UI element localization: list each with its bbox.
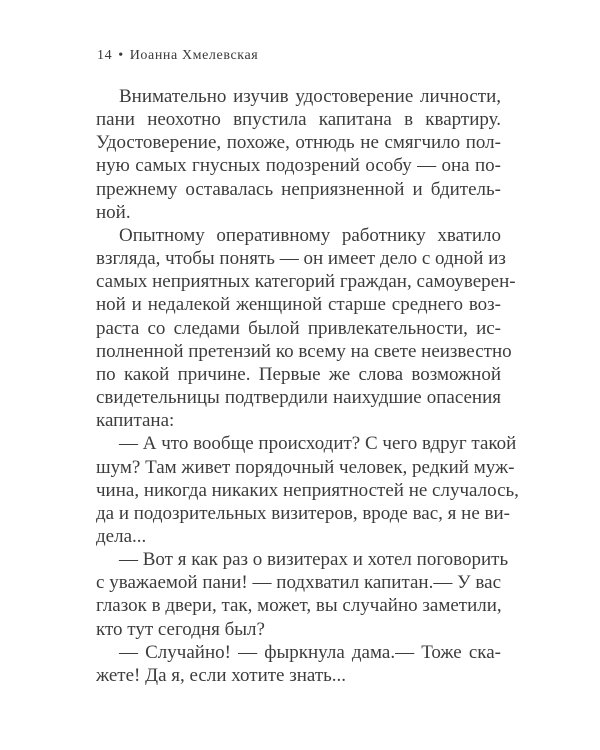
text-line: взгляда, чтобы понять — он имеет дело с одной из [96, 248, 506, 270]
text-line: ной и недалекой женщиной старше среднего воз- [96, 294, 501, 316]
text-line: Удостоверение, похоже, отнюдь не смягчило пол- [96, 132, 501, 154]
text-line: — А что вообще происходит? С чего вдруг такой [119, 433, 517, 455]
text-line: жете! Да я, если хотите знать... [96, 664, 347, 686]
text-line: раста со следами былой привлекательности, ис- [96, 317, 501, 339]
running-header [97, 48, 258, 64]
text-line: Внимательно изучив удостоверение личности, [119, 86, 501, 107]
text-line: ной. [96, 201, 131, 223]
text-line: самых неприятных категорий граждан, самоуверен- [96, 271, 516, 293]
text-line: шум? Там живет порядочный человек, редкий муж- [96, 456, 515, 478]
text-line: — Случайно! — фыркнула дама.— Тоже ска- [119, 641, 501, 663]
text-line: пани неохотно впустила капитана в квартиру. [96, 109, 501, 131]
page-number: 14 [97, 48, 113, 63]
text-line: по какой причине. Первые же слова возможной [96, 363, 501, 385]
text-line: да и подозрительных визитеров, вроде вас, я не ви- [96, 502, 510, 524]
text-line: полненной претензий ко всему на свете неизвестно [96, 340, 512, 362]
text-line: прежнему оставалась неприязненной и бдитель- [96, 178, 501, 200]
text-line: капитана: [96, 410, 175, 432]
text-line: ную самых гнусных подозрений особу — она по- [96, 155, 501, 177]
text-line: глазок в двери, так, может, вы случайно заметили, [96, 595, 502, 617]
body-text [96, 85, 519, 687]
text-line: свидетельницы подтвердили наихудшие опасения [96, 387, 501, 409]
separator: • [118, 48, 124, 63]
text-line: чина, никогда никаких неприятностей не случалось, [96, 479, 519, 501]
text-line: дела... [96, 525, 147, 547]
text-line: Опытному оперативному работнику хватило [119, 224, 501, 246]
author-name: Иоанна Хмелевская [129, 48, 259, 63]
text-line: кто тут сегодня был? [96, 618, 265, 640]
text-line: с уважаемой пани! — подхватил капитан.— У вас [96, 572, 501, 594]
text-line: — Вот я как раз о визитерах и хотел поговорить [119, 549, 509, 571]
